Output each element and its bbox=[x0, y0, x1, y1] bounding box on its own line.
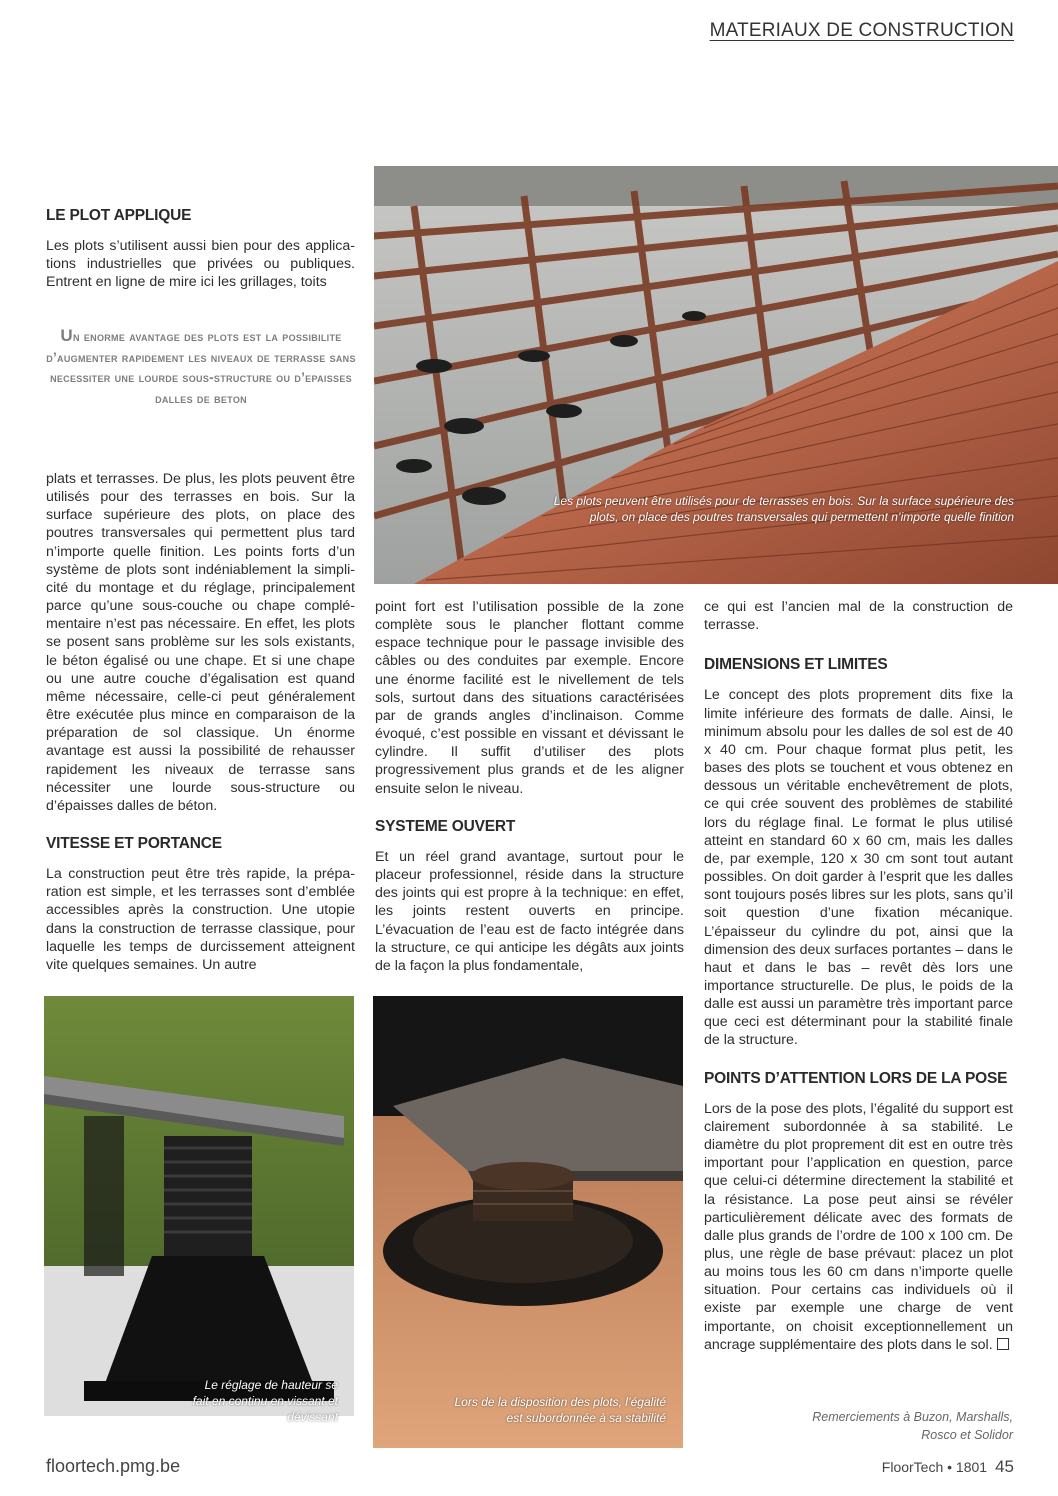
heading-le-plot-applique: LE PLOT APPLIQUE bbox=[46, 207, 192, 224]
pull-quote-text: n enorme avantage des plots est la possibilite d’augmenter rapidement les niveaux de terrasse sans necessiter une lourde sous-structure ou d’epaisses dalles de beton bbox=[46, 329, 356, 406]
pull-quote bbox=[46, 326, 356, 409]
column-1-top bbox=[46, 207, 355, 292]
pedestal-sand-photo bbox=[373, 996, 683, 1448]
col1-body: plats et terrasses. De plus, les plots peuvent être utilisés pour des terrasses en bois. Sur la surface supérieure des plots, on place des poutres transversales qui permettent plus tard n’importe quelle finition. Les points forts d’un système de plots sont indéniablement la simplicité du montage et du réglage, principalement parce qu’une sous-couche ou chape complémentaire n’est pas nécessaire. En effet, les plots se posent sans problème sur les sols existants, le béton égalisé ou une chape. Et si une chape ou une autre couche d’égalisation est quand même nécessaire, celle-ci peut généralement être exécutée plus mince en comparaison de la préparation de sol classique. Un énorme avantage est aussi la possibilité de rehausser rapidement les niveaux de terrasse sans nécessiter une lourde sous-structure ou d’épaisses dalles de béton. bbox=[46, 471, 355, 814]
end-mark-icon bbox=[997, 1338, 1009, 1350]
column-3 bbox=[704, 598, 1013, 1354]
col1-body2: La construction peut être très rapide, la préparation est simple, et les terrasses sont d’emblée accessibles après la construction. Une utopie dans la construction de terrasse classique, pour laquelle les temps de durcissement atteignent vite quelques semaines. Un autre bbox=[46, 866, 355, 973]
col2-body2: Et un réel grand avantage, surtout pour le placeur professionnel, réside dans la structure des joints qui est propre à la technique: en effet, les joints restent ouverts en principe. L’évacuation de l’eau est de facto intégrée dans la structure, ce qui anticipe les dégâts aux joints de la façon la plus fondamentale, bbox=[375, 848, 684, 974]
acknowledgements: Remerciements à Buzon, Marshalls, Rosco et Solidor bbox=[812, 1410, 1013, 1442]
heading-systeme-ouvert: SYSTEME OUVERT bbox=[375, 817, 516, 835]
magazine-issue: FloorTech • 1801 bbox=[881, 1459, 988, 1475]
column-1-body bbox=[46, 470, 355, 974]
website-url[interactable]: floortech.pmg.be bbox=[46, 1456, 181, 1476]
page-number: 45 bbox=[995, 1457, 1014, 1476]
heading-dimensions-et-limites: DIMENSIONS ET LIMITES bbox=[704, 656, 888, 674]
pedestal-grass-illustration bbox=[44, 996, 354, 1416]
col3-body1: Le concept des plots proprement dits fixe la limite inférieure des formats de dalle. Ainsi, le minimum absolu pour les dalles de sol est de 40 x 40 cm. Pour chaque format plus petit, les bases des plots se touchent et vous obtenez en dessous un véritable enchevêtrement de plots, ce qui crée souvent des problèmes de stabilité lors du réglage final. Le format le plus utilisé atteint en standard 60 x 60 cm, mais les dalles de, par exemple, 120 x 30 cm sont tout autant possibles. On doit garder à l’esprit que les dalles sont toujours posés libres sur les plots, sans qu’il soit question d’une fixation mécanique. L’épaisseur du cylindre du pot, ainsi que la dimension des deux surfaces portantes – dans le haut et dans le bas – revêt dès lors une importance structurelle. De plus, le poids de la dalle est aussi un paramètre très important parce que ceci est déterminant pour la stabilité finale de la structure. bbox=[704, 687, 1013, 1049]
page-footer bbox=[760, 1457, 1014, 1477]
pedestal-sand-illustration bbox=[373, 996, 683, 1448]
pull-quote-initial: U bbox=[60, 326, 73, 345]
left-photo-caption: Le réglage de hauteur se fait en continu en vissant et dévissant bbox=[192, 1378, 338, 1424]
pedestal-grass-photo bbox=[44, 996, 354, 1416]
section-title: MATERIAUX DE CONSTRUCTION bbox=[709, 20, 1014, 41]
col2-body: point fort est l’utilisation possible de la zone complète sous le plancher flottant comme espace technique pour le passage invisible des câbles ou des conduites par exemple. Encore une énorme facilité est le nivellement de tels sols, surtout dans des situations caractérisées par de grands angles d’inclinaison. Comme évoqué, c’est possible en vissant et dévissant le cylindre. Il suffit d’utiliser des plots progressivement plus grands et de les aligner ensuite selon le niveau. bbox=[375, 599, 684, 797]
column-2 bbox=[375, 598, 684, 975]
middle-photo-caption: Lors de la disposition des plots, l’égalité est subordonnée à sa stabilité bbox=[454, 1395, 666, 1425]
col1-intro: Les plots s’utilisent aussi bien pour des applications industrielles que privées ou publiques. Entrent en ligne de mire ici les grillages, toits bbox=[46, 238, 355, 291]
col3-intro: ce qui est l’ancien mal de la construction de terrasse. bbox=[704, 599, 1013, 634]
heading-vitesse-et-portance: VITESSE ET PORTANCE bbox=[46, 834, 222, 852]
col3-body2: Lors de la pose des plots, l’égalité du support est clairement subordonnée à sa stabilité. Le diamètre du plot proprement dit est en outre très important pour l’application en question, parce que celui-ci détermine directement la stabilité et la résistance. La pose peut ainsi se révéler particulièrement délicate avec des formats de dalle plus grands de l’ordre de 100 x 100 cm. De plus, une règle de base prévaut: placez un plot au moins tous les 60 cm dans n’importe quelle situation. Pour certains cas individuels où il existe par exemple une charge de vent importante, on choisit exceptionnellement un ancrage supplémentaire des plots dans le sol. bbox=[704, 1100, 1013, 1353]
heading-points-attention: POINTS D’ATTENTION LORS DE LA POSE bbox=[704, 1069, 1008, 1087]
top-photo-caption: Les plots peuvent être utilisés pour de terrasses en bois. Sur la surface supérieure des plots, on place des poutres transversales qui permettent n’importe quelle finition bbox=[553, 494, 1014, 524]
